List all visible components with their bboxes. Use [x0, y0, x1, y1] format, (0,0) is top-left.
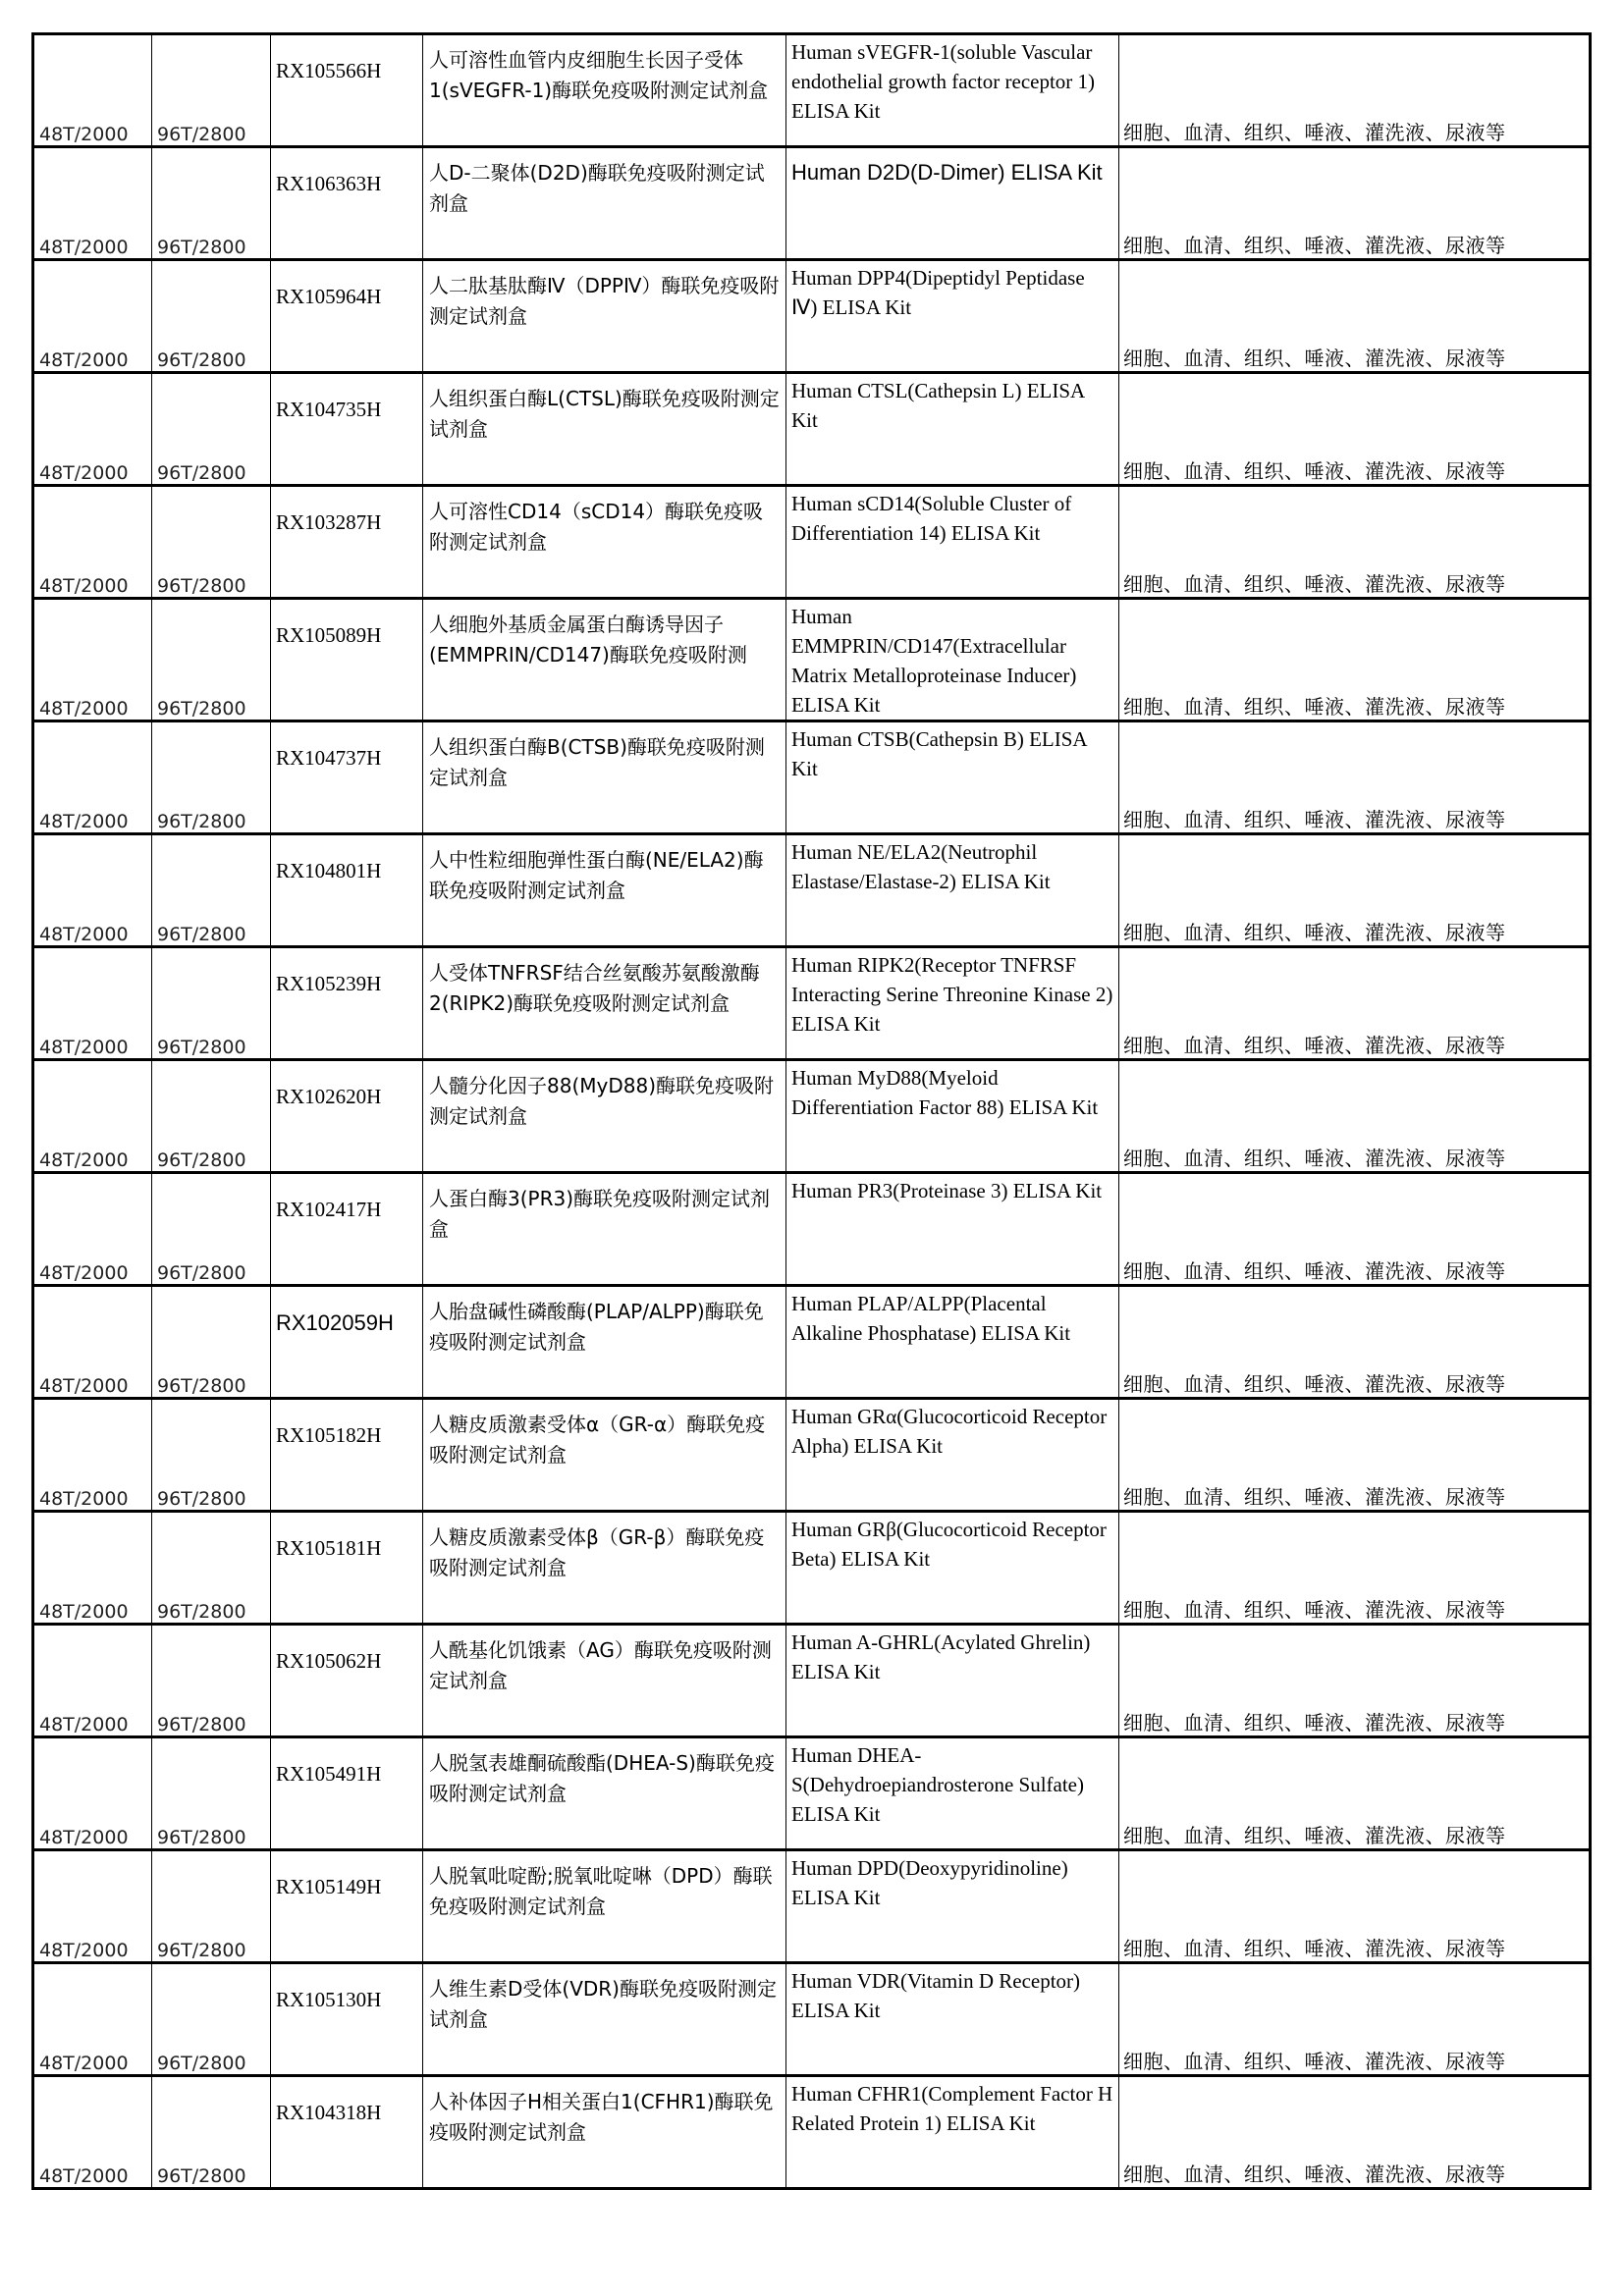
size-48-cell [33, 260, 152, 373]
sample-type-cell [1119, 147, 1591, 260]
size-96-cell [152, 1399, 271, 1512]
chinese-name-cell [423, 2076, 786, 2189]
product-name-cn: 人脱氧吡啶酚;脱氧吡啶啉（DPD）酶联免疫吸附测定试剂盒 [429, 1864, 773, 1918]
english-name-cell [786, 1737, 1119, 1850]
chinese-name-cell [423, 147, 786, 260]
kit-size-48: 48T/2000 [39, 1601, 129, 1623]
sample-type-cell [1119, 486, 1591, 599]
sample-type-cell [1119, 2076, 1591, 2189]
english-name-cell [786, 260, 1119, 373]
sample-types: 细胞、血清、组织、唾液、灌洗液、尿液等 [1123, 572, 1506, 596]
product-name-en: Human NE/ELA2(Neutrophil Elastase/Elastase-2) ELISA Kit [791, 840, 1051, 893]
sample-type-cell [1119, 1737, 1591, 1850]
size-48-cell [33, 1625, 152, 1737]
catalog-code-cell [271, 947, 423, 1060]
product-name-cn: 人组织蛋白酶B(CTSB)酶联免疫吸附测定试剂盒 [429, 735, 765, 789]
product-name-cn: 人酰基化饥饿素（AG）酶联免疫吸附测定试剂盒 [429, 1638, 772, 1692]
english-name-cell [786, 34, 1119, 147]
chinese-name-cell [423, 1625, 786, 1737]
table-row [33, 1512, 1591, 1625]
product-name-cn: 人受体TNFRSF结合丝氨酸苏氨酸激酶2(RIPK2)酶联免疫吸附测定试剂盒 [429, 961, 760, 1015]
size-96-cell [152, 2076, 271, 2189]
kit-size-96: 96T/2800 [157, 811, 246, 832]
sample-type-cell [1119, 1286, 1591, 1399]
size-96-cell [152, 947, 271, 1060]
kit-size-96: 96T/2800 [157, 1940, 246, 1961]
size-48-cell [33, 1512, 152, 1625]
english-name-cell [786, 1060, 1119, 1173]
table-row [33, 147, 1591, 260]
catalog-code: RX103287H [276, 510, 382, 534]
size-96-cell [152, 1060, 271, 1173]
kit-size-48: 48T/2000 [39, 2053, 129, 2074]
kit-size-48: 48T/2000 [39, 575, 129, 597]
catalog-code: RX104801H [276, 859, 382, 882]
sample-type-cell [1119, 1060, 1591, 1173]
kit-size-96: 96T/2800 [157, 1262, 246, 1284]
catalog-code-cell [271, 486, 423, 599]
kit-size-96: 96T/2800 [157, 1037, 246, 1058]
table-row [33, 1963, 1591, 2076]
sample-type-cell [1119, 721, 1591, 834]
chinese-name-cell [423, 486, 786, 599]
sample-types: 细胞、血清、组织、唾液、灌洗液、尿液等 [1123, 1372, 1506, 1396]
product-name-en: Human GRβ(Glucocorticoid Receptor Beta) ELISA Kit [791, 1518, 1107, 1571]
sample-type-cell [1119, 1173, 1591, 1286]
table-row [33, 373, 1591, 486]
chinese-name-cell [423, 721, 786, 834]
product-name-en: Human VDR(Vitamin D Receptor) ELISA Kit [791, 1969, 1081, 2022]
product-name-cn: 人细胞外基质金属蛋白酶诱导因子(EMMPRIN/CD147)酶联免疫吸附测 [429, 613, 747, 667]
size-48-cell [33, 1850, 152, 1963]
size-48-cell [33, 1399, 152, 1512]
size-96-cell [152, 34, 271, 147]
catalog-code-cell [271, 599, 423, 721]
sample-types: 细胞、血清、组织、唾液、灌洗液、尿液等 [1123, 1824, 1506, 1847]
catalog-code-cell [271, 2076, 423, 2189]
table-row [33, 721, 1591, 834]
catalog-code: RX105062H [276, 1649, 382, 1673]
product-name-cn: 人糖皮质激素受体β（GR-β）酶联免疫吸附测定试剂盒 [429, 1525, 765, 1579]
catalog-code-cell [271, 721, 423, 834]
sample-types: 细胞、血清、组织、唾液、灌洗液、尿液等 [1123, 808, 1506, 831]
catalog-code: RX104318H [276, 2101, 382, 2124]
product-name-cn: 人D-二聚体(D2D)酶联免疫吸附测定试剂盒 [429, 161, 765, 215]
product-name-cn: 人胎盘碱性磷酸酶(PLAP/ALPP)酶联免疫吸附测定试剂盒 [429, 1300, 764, 1354]
product-name-cn: 人糖皮质激素受体α（GR-α）酶联免疫吸附测定试剂盒 [429, 1413, 766, 1467]
table-row [33, 34, 1591, 147]
table-row [33, 1286, 1591, 1399]
english-name-cell [786, 486, 1119, 599]
kit-size-96: 96T/2800 [157, 462, 246, 484]
english-name-cell [786, 947, 1119, 1060]
english-name-cell [786, 373, 1119, 486]
catalog-code: RX105566H [276, 59, 382, 82]
kit-size-96: 96T/2800 [157, 124, 246, 145]
english-name-cell [786, 1512, 1119, 1625]
english-name-cell [786, 721, 1119, 834]
kit-size-96: 96T/2800 [157, 1714, 246, 1735]
catalog-code: RX102620H [276, 1085, 382, 1108]
product-name-cn: 人二肽基肽酶Ⅳ（DPPⅣ）酶联免疫吸附测定试剂盒 [429, 274, 780, 328]
sample-types: 细胞、血清、组织、唾液、灌洗液、尿液等 [1123, 1711, 1506, 1735]
size-96-cell [152, 1850, 271, 1963]
sample-type-cell [1119, 34, 1591, 147]
product-name-cn: 人组织蛋白酶L(CTSL)酶联免疫吸附测定试剂盒 [429, 387, 780, 441]
size-96-cell [152, 1625, 271, 1737]
kit-size-96: 96T/2800 [157, 1488, 246, 1510]
product-name-en: Human A-GHRL(Acylated Ghrelin) ELISA Kit [791, 1630, 1091, 1683]
kit-size-96: 96T/2800 [157, 575, 246, 597]
chinese-name-cell [423, 1850, 786, 1963]
catalog-code-cell [271, 1060, 423, 1173]
product-name-en: Human PLAP/ALPP(Placental Alkaline Phosphatase) ELISA Kit [791, 1292, 1071, 1345]
table-row [33, 1850, 1591, 1963]
product-name-cn: 人蛋白酶3(PR3)酶联免疫吸附测定试剂盒 [429, 1187, 771, 1241]
table-row [33, 1060, 1591, 1173]
product-name-cn: 人髓分化因子88(MyD88)酶联免疫吸附测定试剂盒 [429, 1074, 774, 1128]
kit-size-48: 48T/2000 [39, 1940, 129, 1961]
kit-size-48: 48T/2000 [39, 1827, 129, 1848]
size-48-cell [33, 947, 152, 1060]
sample-types: 细胞、血清、组织、唾液、灌洗液、尿液等 [1123, 2050, 1506, 2073]
product-table-body [33, 34, 1591, 2189]
catalog-code: RX105239H [276, 972, 382, 995]
product-name-en: Human CTSL(Cathepsin L) ELISA Kit [791, 379, 1085, 432]
catalog-code-cell [271, 1399, 423, 1512]
chinese-name-cell [423, 1173, 786, 1286]
catalog-code: RX105182H [276, 1423, 382, 1447]
size-48-cell [33, 1286, 152, 1399]
size-48-cell [33, 1737, 152, 1850]
chinese-name-cell [423, 1399, 786, 1512]
sample-type-cell [1119, 1625, 1591, 1737]
table-row [33, 1625, 1591, 1737]
catalog-code-cell [271, 834, 423, 947]
table-row [33, 1399, 1591, 1512]
size-48-cell [33, 834, 152, 947]
chinese-name-cell [423, 1512, 786, 1625]
product-name-en: Human GRα(Glucocorticoid Receptor Alpha) ELISA Kit [791, 1405, 1108, 1458]
size-96-cell [152, 1737, 271, 1850]
product-name-cn: 人可溶性CD14（sCD14）酶联免疫吸附测定试剂盒 [429, 500, 764, 554]
kit-size-48: 48T/2000 [39, 1149, 129, 1171]
sample-types: 细胞、血清、组织、唾液、灌洗液、尿液等 [1123, 1259, 1506, 1283]
table-row [33, 2076, 1591, 2189]
sample-type-cell [1119, 1512, 1591, 1625]
size-96-cell [152, 1512, 271, 1625]
english-name-cell [786, 1399, 1119, 1512]
kit-size-48: 48T/2000 [39, 811, 129, 832]
table-row [33, 486, 1591, 599]
kit-size-96: 96T/2800 [157, 698, 246, 720]
size-48-cell [33, 486, 152, 599]
size-96-cell [152, 599, 271, 721]
product-name-en: Human DPP4(Dipeptidyl Peptidase Ⅳ) ELISA Kit [791, 266, 1085, 319]
size-96-cell [152, 721, 271, 834]
product-name-cn: 人补体因子H相关蛋白1(CFHR1)酶联免疫吸附测定试剂盒 [429, 2090, 774, 2144]
kit-size-48: 48T/2000 [39, 924, 129, 945]
product-name-en: Human CFHR1(Complement Factor H Related Protein 1) ELISA Kit [791, 2082, 1113, 2135]
table-row [33, 834, 1591, 947]
chinese-name-cell [423, 599, 786, 721]
catalog-code: RX105130H [276, 1988, 382, 2011]
size-96-cell [152, 834, 271, 947]
size-96-cell [152, 260, 271, 373]
product-name-cn: 人可溶性血管内皮细胞生长因子受体1(sVEGFR-1)酶联免疫吸附测定试剂盒 [429, 48, 769, 102]
sample-types: 细胞、血清、组织、唾液、灌洗液、尿液等 [1123, 1147, 1506, 1170]
kit-size-96: 96T/2800 [157, 2165, 246, 2187]
catalog-code-cell [271, 260, 423, 373]
catalog-code-cell [271, 1173, 423, 1286]
catalog-code: RX105964H [276, 285, 382, 308]
chinese-name-cell [423, 834, 786, 947]
catalog-code-cell [271, 147, 423, 260]
english-name-cell [786, 1625, 1119, 1737]
size-96-cell [152, 1286, 271, 1399]
table-row [33, 947, 1591, 1060]
kit-size-48: 48T/2000 [39, 1037, 129, 1058]
kit-size-48: 48T/2000 [39, 1375, 129, 1397]
catalog-code: RX104737H [276, 746, 382, 770]
product-name-cn: 人脱氢表雄酮硫酸酯(DHEA-S)酶联免疫吸附测定试剂盒 [429, 1751, 775, 1805]
sample-types: 细胞、血清、组织、唾液、灌洗液、尿液等 [1123, 1034, 1506, 1057]
sample-types: 细胞、血清、组织、唾液、灌洗液、尿液等 [1123, 695, 1506, 719]
size-96-cell [152, 147, 271, 260]
product-name-en: Human sCD14(Soluble Cluster of Differentiation 14) ELISA Kit [791, 492, 1072, 545]
product-name-en: Human DHEA-S(Dehydroepiandrosterone Sulfate) ELISA Kit [791, 1743, 1084, 1826]
sample-type-cell [1119, 260, 1591, 373]
size-48-cell [33, 1963, 152, 2076]
catalog-code: RX102417H [276, 1198, 382, 1221]
size-48-cell [33, 1060, 152, 1173]
kit-size-48: 48T/2000 [39, 1714, 129, 1735]
catalog-code: RX105491H [276, 1762, 382, 1786]
english-name-cell [786, 599, 1119, 721]
sample-types: 细胞、血清、组织、唾液、灌洗液、尿液等 [1123, 234, 1506, 257]
sample-types: 细胞、血清、组织、唾液、灌洗液、尿液等 [1123, 459, 1506, 483]
sample-type-cell [1119, 1850, 1591, 1963]
english-name-cell [786, 1286, 1119, 1399]
sample-type-cell [1119, 599, 1591, 721]
sample-types: 细胞、血清、组织、唾液、灌洗液、尿液等 [1123, 2163, 1506, 2186]
sample-types: 细胞、血清、组织、唾液、灌洗液、尿液等 [1123, 1598, 1506, 1622]
chinese-name-cell [423, 1286, 786, 1399]
product-name-en: Human EMMPRIN/CD147(Extracellular Matrix Metalloproteinase Inducer) ELISA Kit [791, 605, 1077, 717]
kit-size-48: 48T/2000 [39, 124, 129, 145]
kit-size-96: 96T/2800 [157, 349, 246, 371]
kit-size-96: 96T/2800 [157, 1375, 246, 1397]
product-name-en: Human MyD88(Myeloid Differentiation Factor 88) ELISA Kit [791, 1066, 1099, 1119]
catalog-code-cell [271, 1737, 423, 1850]
catalog-code: RX105089H [276, 623, 382, 647]
sample-types: 细胞、血清、组织、唾液、灌洗液、尿液等 [1123, 347, 1506, 370]
kit-size-96: 96T/2800 [157, 2053, 246, 2074]
product-table [31, 32, 1592, 2190]
product-name-cn: 人维生素D受体(VDR)酶联免疫吸附测定试剂盒 [429, 1977, 777, 2031]
size-48-cell [33, 34, 152, 147]
catalog-code-cell [271, 373, 423, 486]
product-name-en: Human D2D(D-Dimer) ELISA Kit [791, 160, 1103, 185]
size-96-cell [152, 1173, 271, 1286]
english-name-cell [786, 2076, 1119, 2189]
kit-size-48: 48T/2000 [39, 2165, 129, 2187]
catalog-code: RX102059H [276, 1310, 394, 1335]
catalog-code-cell [271, 1850, 423, 1963]
sample-types: 细胞、血清、组织、唾液、灌洗液、尿液等 [1123, 1485, 1506, 1509]
kit-size-48: 48T/2000 [39, 698, 129, 720]
chinese-name-cell [423, 34, 786, 147]
size-48-cell [33, 721, 152, 834]
chinese-name-cell [423, 1060, 786, 1173]
sample-type-cell [1119, 1963, 1591, 2076]
table-row [33, 1737, 1591, 1850]
table-row [33, 1173, 1591, 1286]
size-48-cell [33, 2076, 152, 2189]
english-name-cell [786, 1850, 1119, 1963]
sample-type-cell [1119, 834, 1591, 947]
chinese-name-cell [423, 1737, 786, 1850]
table-row [33, 599, 1591, 721]
catalog-code-cell [271, 1625, 423, 1737]
catalog-code: RX105181H [276, 1536, 382, 1560]
size-48-cell [33, 599, 152, 721]
product-name-en: Human CTSB(Cathepsin B) ELISA Kit [791, 727, 1087, 780]
catalog-code-cell [271, 1963, 423, 2076]
product-name-en: Human PR3(Proteinase 3) ELISA Kit [791, 1179, 1103, 1202]
size-96-cell [152, 486, 271, 599]
size-96-cell [152, 373, 271, 486]
chinese-name-cell [423, 1963, 786, 2076]
chinese-name-cell [423, 260, 786, 373]
chinese-name-cell [423, 373, 786, 486]
catalog-code: RX104735H [276, 398, 382, 421]
kit-size-96: 96T/2800 [157, 924, 246, 945]
sample-types: 细胞、血清、组织、唾液、灌洗液、尿液等 [1123, 1937, 1506, 1960]
sample-type-cell [1119, 1399, 1591, 1512]
kit-size-96: 96T/2800 [157, 1149, 246, 1171]
kit-size-48: 48T/2000 [39, 237, 129, 258]
product-name-cn: 人中性粒细胞弹性蛋白酶(NE/ELA2)酶联免疫吸附测定试剂盒 [429, 848, 764, 902]
size-48-cell [33, 147, 152, 260]
catalog-code: RX105149H [276, 1875, 382, 1898]
kit-size-96: 96T/2800 [157, 237, 246, 258]
sample-types: 细胞、血清、组织、唾液、灌洗液、尿液等 [1123, 921, 1506, 944]
product-name-en: Human sVEGFR-1(soluble Vascular endothelial growth factor receptor 1) ELISA Kit [791, 40, 1096, 123]
product-name-en: Human RIPK2(Receptor TNFRSF Interacting Serine Threonine Kinase 2) ELISA Kit [791, 953, 1113, 1036]
kit-size-48: 48T/2000 [39, 462, 129, 484]
catalog-code-cell [271, 34, 423, 147]
catalog-code-cell [271, 1512, 423, 1625]
table-row [33, 260, 1591, 373]
size-48-cell [33, 1173, 152, 1286]
sample-types: 细胞、血清、组织、唾液、灌洗液、尿液等 [1123, 121, 1506, 144]
kit-size-96: 96T/2800 [157, 1601, 246, 1623]
english-name-cell [786, 1963, 1119, 2076]
english-name-cell [786, 147, 1119, 260]
chinese-name-cell [423, 947, 786, 1060]
kit-size-48: 48T/2000 [39, 349, 129, 371]
kit-size-96: 96T/2800 [157, 1827, 246, 1848]
sample-type-cell [1119, 373, 1591, 486]
english-name-cell [786, 834, 1119, 947]
kit-size-48: 48T/2000 [39, 1488, 129, 1510]
catalog-code: RX106363H [276, 172, 382, 195]
english-name-cell [786, 1173, 1119, 1286]
size-48-cell [33, 373, 152, 486]
size-96-cell [152, 1963, 271, 2076]
product-name-en: Human DPD(Deoxypyridinoline) ELISA Kit [791, 1856, 1068, 1909]
catalog-code-cell [271, 1286, 423, 1399]
sample-type-cell [1119, 947, 1591, 1060]
kit-size-48: 48T/2000 [39, 1262, 129, 1284]
